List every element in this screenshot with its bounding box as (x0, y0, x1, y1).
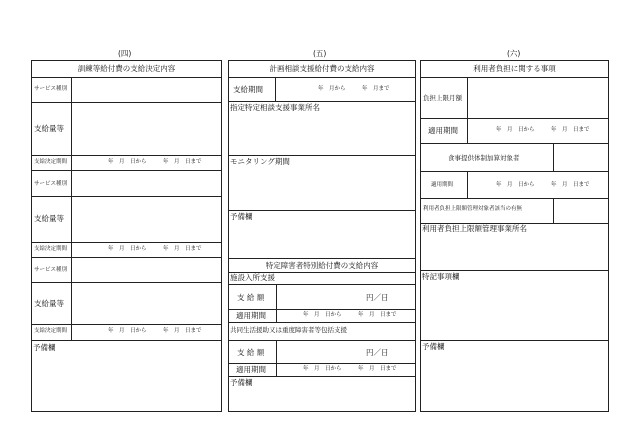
col-divider (467, 77, 468, 143)
section5-table (228, 60, 416, 412)
limit-management-flag-label: 利用者負担上限額管理対象者該当の有無 (423, 206, 523, 212)
section4-col-divider (71, 77, 72, 170)
meal-provision-label: 食事提供体制加算対象者 (448, 154, 520, 162)
apply-period-value: 年 月 日から 年 月 日まで (303, 312, 397, 318)
row-divider (228, 309, 416, 310)
col-divider (275, 77, 276, 101)
section5-remarks: 予備欄 (230, 212, 253, 221)
row-divider (228, 322, 416, 323)
decision-period-label: 支給決定期間 (34, 246, 68, 252)
col-divider (276, 284, 277, 322)
section4-col-divider (71, 257, 72, 340)
section4-remarks: 予備欄 (33, 343, 56, 352)
row-divider (31, 102, 222, 103)
monthly-limit-label: 負担上限月額 (423, 94, 462, 102)
row-divider (31, 282, 222, 283)
row-divider (420, 340, 609, 341)
payment-amount-value: 円／日 (366, 348, 389, 357)
amount-label: 支給量等 (34, 124, 64, 133)
col-divider (276, 340, 277, 376)
row-divider (420, 171, 609, 172)
row-divider (420, 118, 609, 119)
section4-number: (四) (118, 49, 132, 58)
payment-amount-label: 支 給 額 (237, 293, 265, 302)
section4-table (31, 60, 222, 412)
facility-support-label: 施設入所支援 (230, 273, 275, 282)
row-divider (31, 242, 222, 243)
row-divider (228, 101, 416, 102)
row-divider (228, 376, 416, 377)
monitoring-period-label: モニタリング期間 (230, 157, 290, 166)
row-divider (228, 258, 416, 259)
section4-divider (31, 77, 222, 78)
section6-table (420, 60, 609, 412)
row-divider (228, 363, 416, 364)
section6-number: (六) (507, 49, 521, 58)
section5-remarks-2: 予備欄 (230, 378, 253, 387)
apply-period-value: 年 月 日から 年 月 日まで (496, 127, 590, 133)
special-notes-label: 特記事項欄 (422, 272, 460, 281)
apply-period-label: 適用期間 (236, 311, 266, 320)
section5-number: (五) (313, 49, 327, 58)
apply-period-label: 適用期間 (428, 126, 458, 135)
block-divider (31, 170, 222, 171)
row-divider (228, 340, 416, 341)
section6-divider (420, 77, 609, 78)
amount-label: 支給量等 (34, 299, 64, 308)
apply-period-label-2: 適用期間 (431, 182, 454, 188)
row-divider (228, 284, 416, 285)
limit-management-office-label: 利用者負担上限額管理事業所名 (422, 224, 527, 233)
service-type-label: サービス種別 (34, 267, 68, 273)
row-divider (31, 155, 222, 156)
service-type-label: サービス種別 (34, 181, 68, 187)
section5-header: 計画相談支援給付費の支給内容 (269, 64, 375, 73)
row-divider (420, 198, 609, 199)
amount-label: 支給量等 (34, 214, 64, 223)
section4-col-divider (71, 170, 72, 257)
designated-office-label: 指定特定相談支援事業所名 (230, 103, 320, 112)
decision-period-label: 支給決定期間 (34, 328, 68, 334)
section4-header: 訓練等給付費の支給決定内容 (77, 64, 176, 73)
apply-period-value-2: 年 月 日から 年 月 日まで (496, 182, 590, 188)
row-divider (228, 155, 416, 156)
col-divider (553, 143, 554, 171)
col-divider (553, 198, 554, 223)
apply-period-value: 年 月 日から 年 月 日まで (303, 366, 397, 372)
section6-header: 利用者負担に関する事項 (473, 64, 556, 73)
service-type-label: サービス種別 (34, 86, 68, 92)
group-home-label: 共同生活援助又は重度障害者等包括支援 (230, 326, 347, 334)
decision-period-value: 年 月 日から 年 月 日まで (108, 328, 202, 334)
row-divider (420, 270, 609, 271)
section5-divider (228, 77, 416, 78)
decision-period-value: 年 月 日から 年 月 日まで (108, 159, 202, 165)
block-divider (31, 340, 222, 341)
row-divider (31, 196, 222, 197)
row-divider (31, 324, 222, 325)
col-divider (467, 171, 468, 198)
payment-period-value: 年 月から 年 月まで (318, 86, 390, 92)
row-divider (228, 210, 416, 211)
payment-amount-label: 支 給 額 (237, 348, 265, 357)
apply-period-label: 適用期間 (236, 365, 266, 374)
block-divider (31, 257, 222, 258)
row-divider (420, 143, 609, 144)
payment-amount-value: 円／日 (366, 293, 389, 302)
payment-period-label: 支給期間 (233, 85, 263, 94)
section6-remarks: 予備欄 (422, 342, 445, 351)
special-benefits-header: 特定障害者特別給付費の支給内容 (265, 261, 379, 270)
decision-period-value: 年 月 日から 年 月 日まで (108, 246, 202, 252)
decision-period-label: 支給決定期間 (34, 159, 68, 165)
